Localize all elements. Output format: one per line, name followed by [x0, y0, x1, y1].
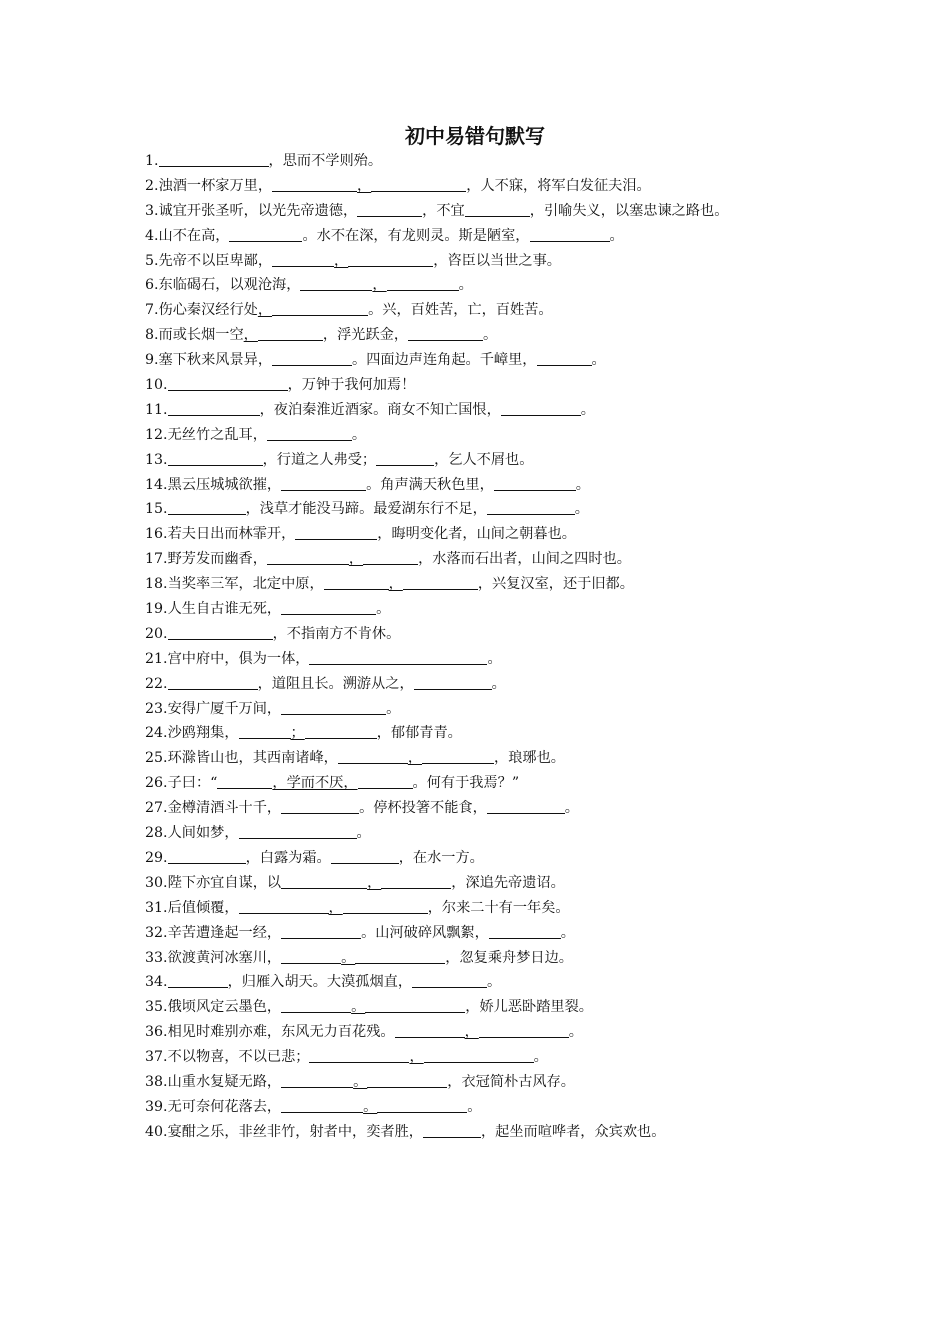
line-text: 。水不在深，有龙则灵。斯是陋室，	[302, 227, 530, 244]
line-text: 。	[580, 401, 595, 418]
question-line-36	[145, 1020, 865, 1045]
line-text: 。角声满天秋色里，	[366, 476, 494, 493]
answer-blank[interactable]	[381, 873, 451, 889]
line-text: ，	[257, 302, 273, 319]
page-title: 初中易错句默写	[405, 124, 545, 148]
line-text: 6.东临碣石，以观沧海，	[145, 277, 301, 294]
question-line-34	[145, 970, 865, 995]
line-text: ，咨臣以当世之事。	[433, 252, 561, 269]
line-text: 14.黑云压城城欲摧，	[145, 476, 282, 493]
line-text: ，白露为霜。	[245, 849, 331, 866]
line-text: ，道阻且长。溯游从之，	[257, 675, 414, 692]
line-text: 4.山不在高，	[145, 227, 230, 244]
answer-blank[interactable]	[239, 723, 291, 739]
line-text: 。	[564, 800, 579, 817]
line-text: ，浅草才能没马蹄。最爱湖东行不足，	[245, 501, 487, 518]
answer-blank[interactable]	[168, 674, 258, 690]
answer-blank[interactable]	[267, 425, 352, 441]
line-text: 12.无丝竹之乱耳，	[145, 426, 267, 443]
answer-blank[interactable]	[305, 723, 377, 739]
answer-blank[interactable]	[403, 574, 478, 590]
question-line-20	[145, 622, 865, 647]
answer-blank[interactable]	[357, 201, 422, 217]
line-text: 35.俄顷风定云墨色，	[145, 999, 282, 1016]
question-line-19	[145, 597, 865, 622]
answer-blank[interactable]	[281, 997, 351, 1013]
answer-blank[interactable]	[376, 450, 434, 466]
line-text: ，深追先帝遗诏。	[451, 874, 565, 891]
answer-blank[interactable]	[343, 898, 428, 914]
line-text: ，人不寐，将军白发征夫泪。	[466, 177, 651, 194]
question-line-14	[145, 473, 865, 498]
line-text: 28.人间如梦，	[145, 825, 239, 842]
answer-blank[interactable]	[159, 151, 269, 167]
question-line-2	[145, 174, 865, 199]
line-text: 19.人生自古谁无死，	[145, 601, 282, 618]
answer-blank[interactable]	[387, 649, 487, 665]
answer-blank[interactable]	[367, 1072, 447, 1088]
line-text: ，在水一方。	[398, 849, 484, 866]
answer-blank[interactable]	[281, 873, 367, 889]
line-text: 。	[609, 227, 624, 244]
answer-blank[interactable]	[229, 226, 302, 242]
line-text: ，归雁入胡天。大漠孤烟直，	[227, 974, 413, 991]
question-line-4	[145, 224, 865, 249]
line-text: 9.塞下秋来风景异，	[145, 352, 273, 369]
line-text: ，水落而石出者，山间之四时也。	[418, 551, 631, 568]
line-text: ，	[328, 899, 343, 916]
answer-blank[interactable]	[414, 674, 492, 690]
question-line-10	[145, 373, 865, 398]
line-text: 38.山重水复疑无路，	[145, 1073, 282, 1090]
line-text: 。兴，百姓苦，亡，百姓苦。	[368, 302, 553, 319]
line-text: 7.伤心秦汉经行处	[145, 302, 258, 319]
line-text: ，	[334, 252, 349, 269]
line-text: 27.金樽清酒斗十千，	[145, 800, 282, 817]
line-text: ，不指南方不肯休。	[272, 625, 401, 642]
answer-blank[interactable]	[412, 972, 487, 988]
line-text: ，行道之人弗受；	[262, 451, 377, 468]
answer-blank[interactable]	[168, 450, 263, 466]
answer-blank[interactable]	[168, 375, 288, 391]
question-list	[145, 149, 865, 1145]
line-text: ，思而不学则殆。	[268, 153, 383, 169]
answer-blank[interactable]	[371, 176, 466, 192]
line-text: 。	[533, 1049, 548, 1066]
question-line-3	[145, 199, 865, 224]
line-text: 。停杯投箸不能食，	[359, 800, 487, 817]
line-text: ，尔来二十有一年矣。	[427, 899, 570, 916]
question-line-35	[145, 995, 865, 1020]
line-text: 。	[574, 501, 589, 518]
question-line-26	[145, 771, 865, 796]
line-text: ，	[464, 1024, 479, 1041]
answer-blank[interactable]	[358, 773, 413, 789]
question-line-30	[145, 871, 865, 896]
line-text: 18.当奖率三军，北定中原，	[145, 576, 324, 593]
line-text: ，	[388, 576, 403, 593]
line-text: 。	[491, 675, 506, 692]
answer-blank[interactable]	[281, 599, 376, 615]
question-line-15	[145, 497, 865, 522]
answer-blank[interactable]	[355, 948, 445, 964]
line-text: ，	[357, 177, 372, 194]
question-line-6	[145, 273, 865, 298]
line-text: 11.	[145, 401, 168, 418]
line-text: ，	[243, 327, 258, 344]
line-text: 。何有于我焉？”	[412, 775, 520, 792]
question-line-17	[145, 547, 865, 572]
line-text: ，乞人不屑也。	[434, 451, 534, 468]
answer-blank[interactable]	[309, 1047, 409, 1063]
answer-blank[interactable]	[281, 798, 359, 814]
line-text: 。	[487, 650, 502, 667]
question-line-16	[145, 522, 865, 547]
line-text: ，夜泊秦淮近酒家。商女不知亡国恨，	[259, 401, 501, 418]
answer-blank[interactable]	[424, 1047, 534, 1063]
line-text: ，浮光跃金，	[322, 327, 409, 344]
answer-blank[interactable]	[281, 475, 366, 491]
line-text: 17.野芳发而幽香，	[145, 551, 267, 568]
line-text: 29.	[145, 849, 168, 866]
answer-blank[interactable]	[295, 524, 377, 540]
line-text: 37.不以物喜，不以已悲；	[145, 1049, 310, 1066]
question-line-18	[145, 572, 865, 597]
line-text: ，	[409, 1049, 424, 1066]
line-text: ，学而不厌，	[272, 775, 358, 792]
line-text: ，	[367, 874, 382, 891]
line-text: 5.先帝不以臣卑鄙，	[145, 252, 273, 269]
line-text: ，琅琊也。	[494, 750, 565, 767]
line-text: 3.诚宜开张圣听，以光先帝遗德，	[145, 202, 358, 219]
answer-blank[interactable]	[258, 325, 323, 341]
question-line-23	[145, 697, 865, 722]
answer-blank[interactable]	[395, 1022, 465, 1038]
answer-blank[interactable]	[272, 350, 352, 366]
line-text: 20.	[145, 625, 168, 642]
line-text: 。	[386, 700, 401, 717]
answer-blank[interactable]	[267, 549, 349, 565]
line-text: 34.	[145, 974, 168, 991]
answer-blank[interactable]	[530, 226, 610, 242]
question-line-25	[145, 746, 865, 771]
line-text: 26.子曰：“	[145, 775, 218, 792]
line-text: 。	[560, 924, 575, 941]
question-line-31	[145, 896, 865, 921]
line-text: 32.辛苦遭逢起一经，	[145, 924, 282, 941]
question-line-33	[145, 946, 865, 971]
line-text: 33.欲渡黄河冰塞川，	[145, 949, 282, 966]
question-line-32	[145, 921, 865, 946]
line-text: 。	[351, 426, 367, 443]
answer-blank[interactable]	[272, 251, 334, 267]
answer-blank[interactable]	[300, 275, 372, 291]
answer-blank[interactable]	[408, 325, 483, 341]
answer-blank[interactable]	[387, 275, 459, 291]
answer-blank[interactable]	[272, 300, 368, 316]
line-text: ，不宜	[422, 202, 465, 219]
line-text: ，衣冠简朴古风存。	[447, 1073, 575, 1090]
line-text: 39.无可奈何花落去，	[145, 1098, 282, 1115]
line-text: 。	[575, 476, 590, 493]
answer-blank[interactable]	[365, 997, 465, 1013]
answer-blank[interactable]	[537, 350, 592, 366]
line-text: ，万钟于我何加焉！	[287, 377, 416, 394]
line-text: 23.安得广厦千万间，	[145, 700, 282, 717]
line-text: 21.宫中府中，俱为一体，	[145, 650, 310, 667]
question-line-7	[145, 298, 865, 323]
answer-blank[interactable]	[281, 699, 386, 715]
question-line-24	[145, 721, 865, 746]
question-line-29	[145, 846, 865, 871]
answer-blank[interactable]	[309, 649, 387, 665]
answer-blank[interactable]	[423, 1122, 481, 1138]
answer-blank[interactable]	[465, 201, 530, 217]
question-line-39	[145, 1095, 865, 1120]
line-text: ，起坐而喧哗者，众宾欢也。	[480, 1123, 666, 1140]
answer-blank[interactable]	[331, 848, 399, 864]
line-text: 30.陛下亦宜自谋，以	[145, 874, 282, 891]
answer-blank[interactable]	[363, 549, 418, 565]
line-text: ，娇儿恶卧踏里裂。	[465, 999, 593, 1016]
question-line-5	[145, 249, 865, 274]
answer-blank[interactable]	[422, 748, 494, 764]
line-text: 13.	[145, 451, 168, 468]
question-line-38	[145, 1070, 865, 1095]
line-text: ，	[348, 551, 364, 568]
answer-blank[interactable]	[487, 499, 575, 515]
answer-blank[interactable]	[281, 1072, 353, 1088]
question-line-12	[145, 423, 865, 448]
line-text: 。	[341, 949, 356, 966]
answer-blank[interactable]	[501, 400, 581, 416]
line-text: 15.	[145, 501, 168, 518]
answer-blank[interactable]	[281, 923, 361, 939]
line-text: ，晦明变化者，山间之朝暮也。	[377, 526, 576, 543]
question-line-40	[145, 1120, 865, 1145]
line-text: 。	[353, 1073, 368, 1090]
answer-blank[interactable]	[489, 923, 561, 939]
answer-blank[interactable]	[324, 574, 389, 590]
line-text: 。	[351, 999, 366, 1016]
line-text: ；	[290, 725, 305, 742]
question-line-21	[145, 647, 865, 672]
line-text: 。	[487, 974, 502, 991]
question-line-28	[145, 821, 865, 846]
answer-blank[interactable]	[168, 499, 246, 515]
line-text: ，忽复乘舟梦日边。	[445, 949, 573, 966]
answer-blank[interactable]	[348, 251, 433, 267]
line-text: 22.	[145, 675, 168, 692]
line-text: 16.若夫日出而林霏开，	[145, 526, 296, 543]
answer-blank[interactable]	[217, 773, 272, 789]
question-line-8	[145, 323, 865, 348]
answer-blank[interactable]	[168, 848, 246, 864]
line-text: 。	[591, 352, 606, 369]
answer-blank[interactable]	[487, 798, 565, 814]
line-text: ，郁郁青青。	[376, 725, 462, 742]
answer-blank[interactable]	[479, 1022, 569, 1038]
answer-blank[interactable]	[168, 400, 260, 416]
answer-blank[interactable]	[239, 898, 329, 914]
line-text: ，	[372, 277, 387, 294]
line-text: 。	[356, 825, 371, 842]
line-text: 25.环滁皆山也，其西南诸峰，	[145, 750, 338, 767]
line-text: 。	[467, 1098, 482, 1115]
line-text: ，引喻失义，以塞忠谏之路也。	[529, 202, 729, 219]
line-text: 1.	[145, 153, 159, 169]
answer-blank[interactable]	[377, 1097, 467, 1113]
question-line-11	[145, 398, 865, 423]
line-text: 。	[363, 1098, 378, 1115]
answer-blank[interactable]	[272, 176, 357, 192]
answer-blank[interactable]	[168, 624, 273, 640]
line-text: 31.后值倾覆，	[145, 899, 239, 916]
line-text: 。山河破碎风飘絮，	[361, 924, 489, 941]
answer-blank[interactable]	[281, 1097, 363, 1113]
question-line-13	[145, 448, 865, 473]
line-text: ，兴复汉室，还于旧都。	[477, 576, 634, 593]
answer-blank[interactable]	[239, 823, 357, 839]
line-text: 。	[568, 1024, 583, 1041]
question-line-37	[145, 1045, 865, 1070]
line-text: 36.相见时难别亦难，东风无力百花残。	[145, 1024, 395, 1041]
line-text: 。	[376, 601, 391, 618]
question-line-22	[145, 672, 865, 697]
answer-blank[interactable]	[494, 475, 576, 491]
line-text: 40.宴酣之乐，非丝非竹，射者中，奕者胜，	[145, 1123, 423, 1140]
line-text: 24.沙鸥翔集，	[145, 725, 239, 742]
line-text: 2.浊酒一杯家万里，	[145, 177, 273, 194]
question-line-1	[145, 149, 865, 174]
question-line-27	[145, 796, 865, 821]
question-line-9	[145, 348, 865, 373]
answer-blank[interactable]	[168, 972, 228, 988]
line-text: 。四面边声连角起。千嶂里，	[352, 352, 537, 369]
line-text: ，	[407, 750, 423, 767]
line-text: 。	[458, 277, 473, 294]
line-text: 8.而或长烟一空	[145, 327, 244, 344]
line-text: 10.	[145, 377, 168, 394]
answer-blank[interactable]	[338, 748, 408, 764]
answer-blank[interactable]	[281, 948, 341, 964]
line-text: 。	[483, 327, 498, 344]
